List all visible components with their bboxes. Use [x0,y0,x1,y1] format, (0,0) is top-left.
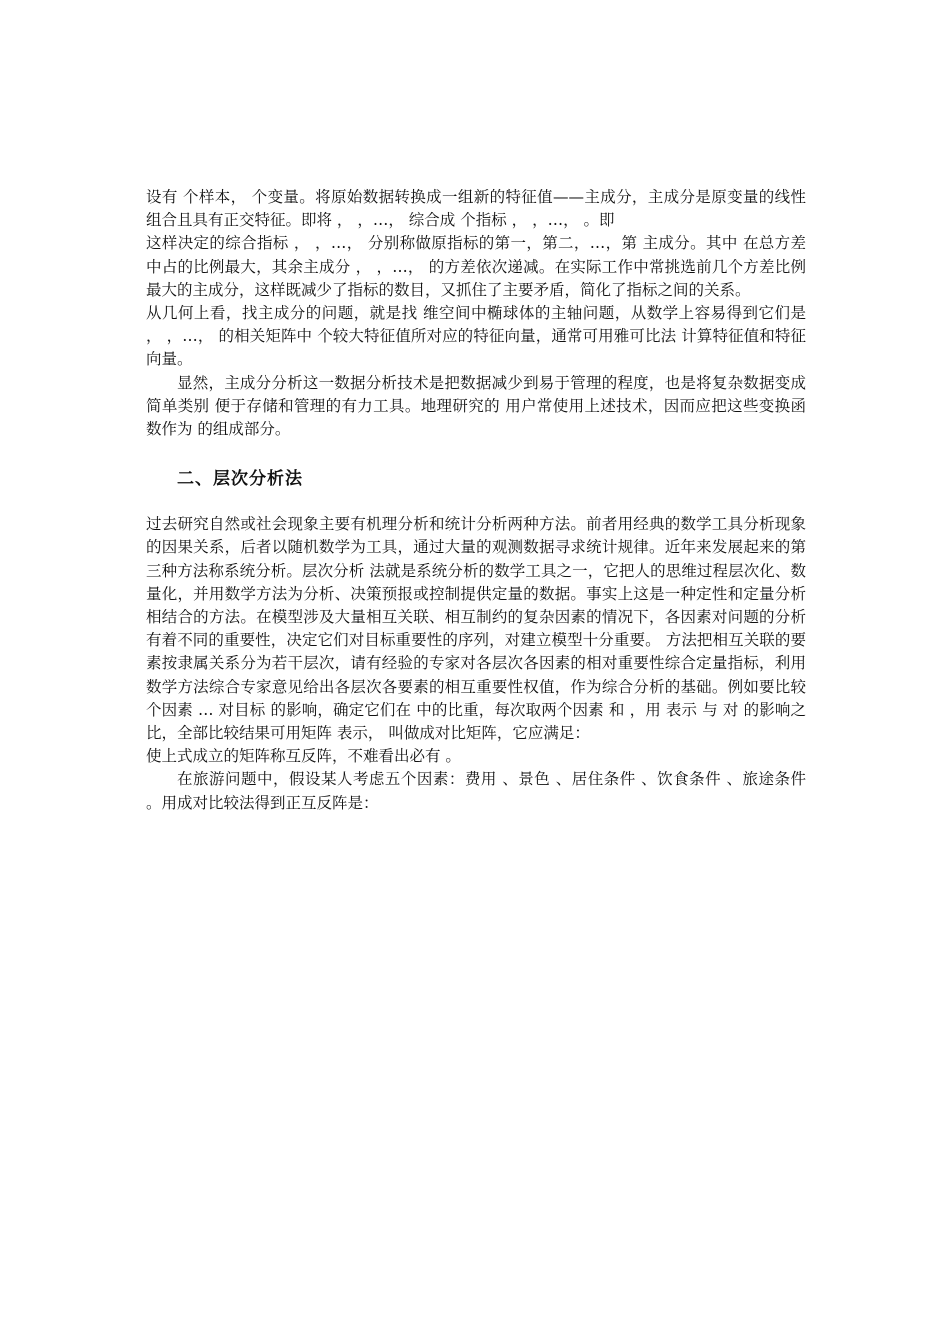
blank-line [146,841,806,867]
pca-paragraph-geometry: 从几何上看，找主成分的问题，就是找 维空间中椭球体的主轴问题，从数学上容易得到它们是 ， ，…， 的相关矩阵中 个较大特征值所对应的特征向量，通常可用雅可比法 计算特征值和特征向量。 [146,304,806,369]
blank-line [146,815,806,841]
blank-line [146,867,806,893]
section-heading-ahp: 二、层次分析法 [177,469,303,490]
ahp-paragraph-reciprocal: 使上式成立的矩阵称互反阵，不难看出必有 。 [146,747,461,766]
pca-paragraph-components: 这样决定的综合指标 ， ，…， 分别称做原指标的第一，第二，…，第 主成分。其中 在总方差中占的比例最大，其余主成分 ， ，…， 的方差依次递减。在实际工作中常挑选前几个方差比例最大的主成分，这样既减少了指标的数目，又抓住了主要矛盾，简化了指标之间的关系。 [146,234,806,299]
ahp-paragraph-intro: 过去研究自然或社会现象主要有机理分析和统计分析两种方法。前者用经典的数学工具分析现象的因果关系，后者以随机数学为工具，通过大量的观测数据寻求统计规律。近年来发展起来的第三种方法称系统分析。层次分析 法就是系统分析的数学工具之一，它把人的思维过程层次化、数量化，并用数学方法为分析、决策预报或控制提供定量的数据。事实上这是一种定性和定量分析相结合的方法。在模型涉及大量相互关联、相互制约的复杂因素的情况下，各因素对问题的分析有着不同的重要性，决定它们对目标重要性的序列，对建立模型十分重要。 方法把相互关联的要素按隶属关系分为若干层次，请有经验的专家对各层次各因素的相对重要性综合定量指标，利用数学方法综合专家意见给出各层次各要素的相互重要性权值，作为综合分析的基础。例如要比较 个因素 … 对目标 的影响，确定它们在 中的比重，每次取两个因素 和 ，用 表示 与 对 的影响之比，全部比较结果可用矩阵 表示， 叫做成对比矩阵，它应满足： [146,515,806,743]
pca-paragraph-summary: 显然，主成分分析这一数据分析技术是把数据减少到易于管理的程度，也是将复杂数据变成简单类别 便于存储和管理的有力工具。地理研究的 用户常使用上述技术，因而应把这些变换函数作为 的组成部分。 [146,373,806,439]
ahp-paragraph-travel: 在旅游问题中，假设某人考虑五个因素：费用 、景色 、居住条件 、饮食条件 、旅途条件 。用成对比较法得到正互反阵是： [146,770,806,812]
pca-paragraph-intro: 设有 个样本， 个变量。将原始数据转换成一组新的特征值——主成分，主成分是原变量的线性组合且具有正交特征。即将 ， ，…， 综合成 个指标 ， ，…， 。即 [146,188,806,230]
document-body [146,186,806,893]
